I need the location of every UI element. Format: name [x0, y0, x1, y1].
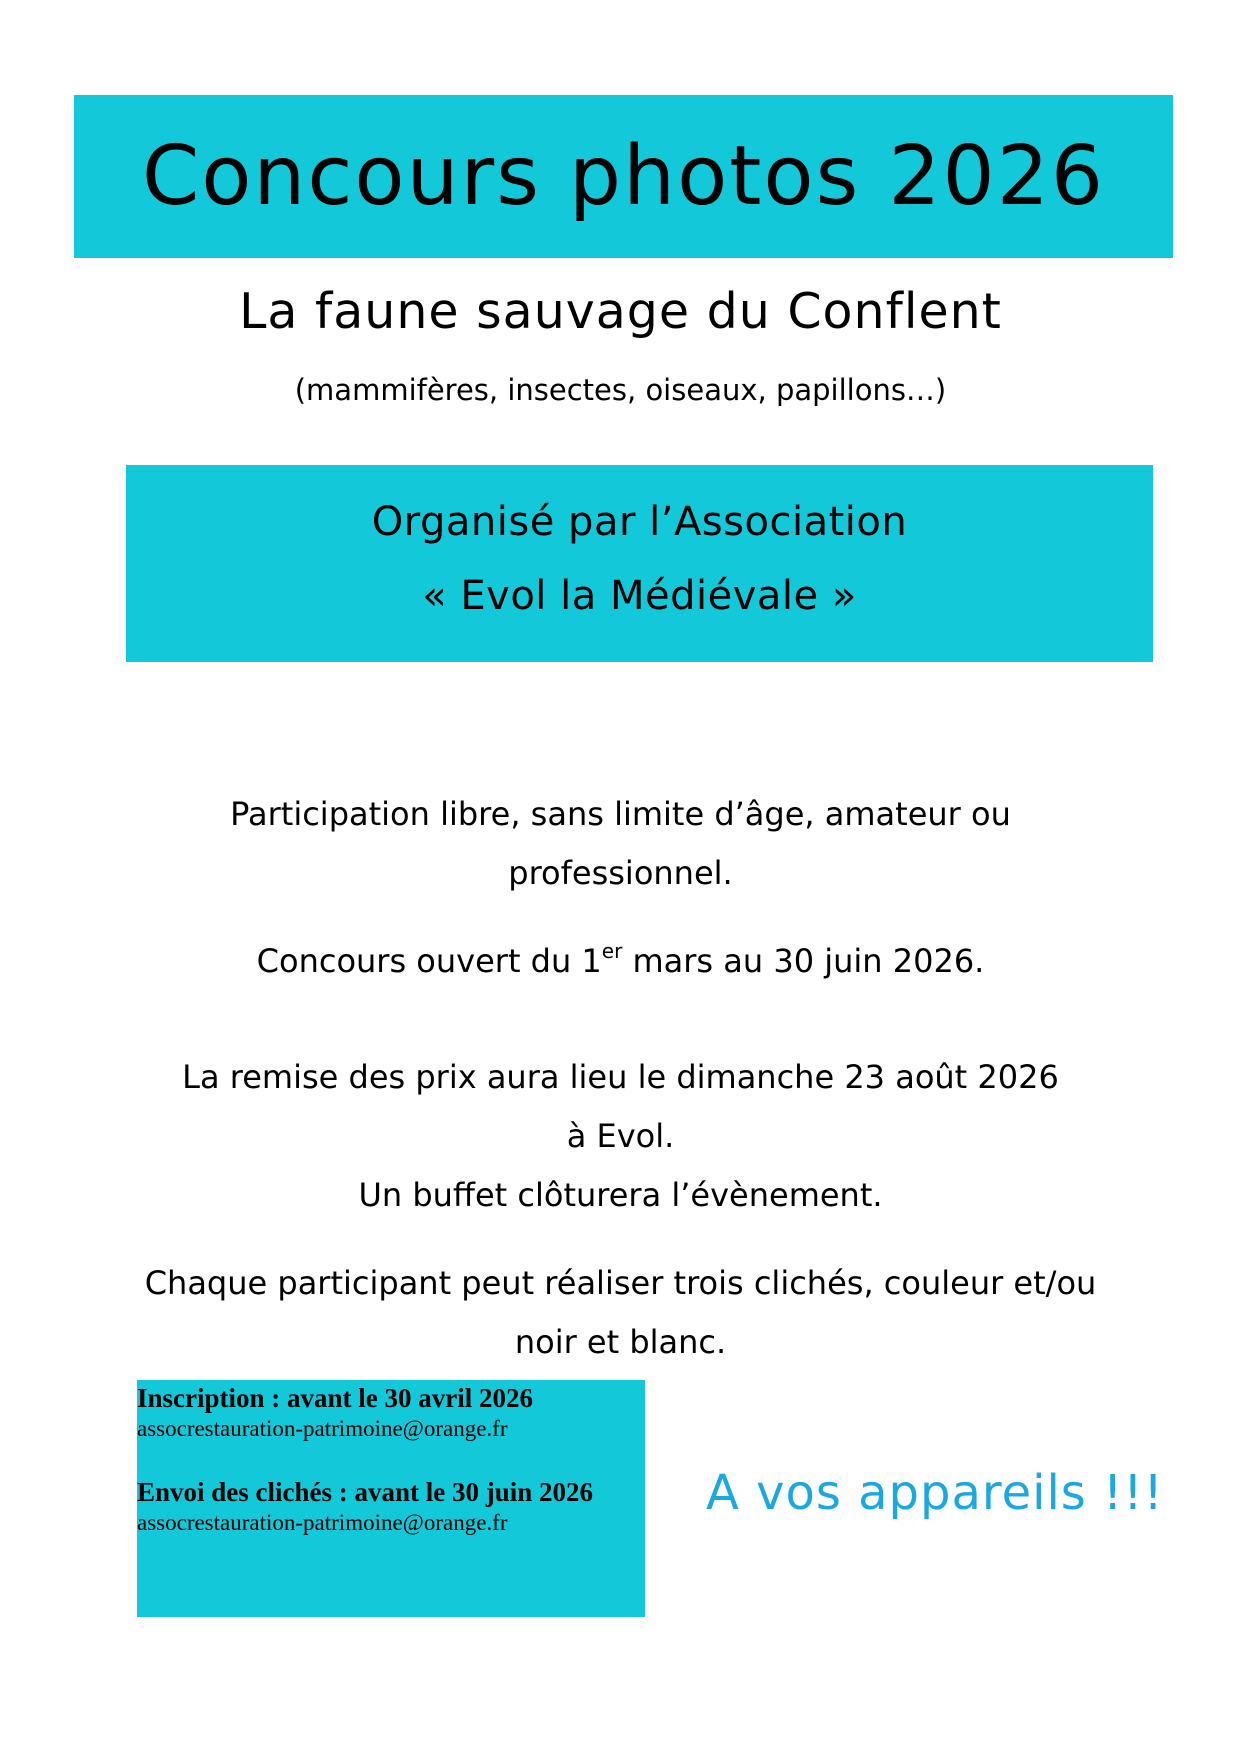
contact-spacer: [137, 1442, 645, 1474]
buffet-line: Un buffet clôturera l’évènement.: [358, 1176, 883, 1214]
participation-line-1: Participation libre, sans limite d’âge, amateur ou: [230, 795, 1011, 833]
photos-line-1: Chaque participant peut réaliser trois clichés, couleur et/ou: [144, 1264, 1097, 1302]
photos-paragraph: [0, 1254, 1241, 1372]
participation-paragraph: [0, 785, 1241, 903]
subtitle-note: (mammifères, insectes, oiseaux, papillons…): [294, 373, 947, 407]
registration-email[interactable]: assocrestauration-patrimoine@orange.fr: [137, 1416, 508, 1441]
registration-heading: Inscription : avant le 30 avril 2026: [137, 1383, 533, 1413]
title-banner: [74, 95, 1173, 258]
contest-dates-suffix: mars au 30 juin 2026.: [622, 942, 985, 980]
photos-line-2: noir et blanc.: [514, 1323, 727, 1361]
participation-line-2: professionnel.: [508, 854, 733, 892]
ceremony-line-1: La remise des prix aura lieu le dimanche 23 août 2026: [182, 1058, 1059, 1096]
contact-box: [137, 1380, 645, 1617]
organizer-name: « Evol la Médiévale »: [422, 573, 857, 619]
organizer-banner: [126, 465, 1153, 662]
contest-dates: [0, 932, 1241, 991]
organizer-line: Organisé par l’Association: [371, 499, 908, 545]
ceremony-paragraph: [0, 1048, 1241, 1225]
ceremony-line-2: à Evol.: [566, 1117, 675, 1155]
submission-email[interactable]: assocrestauration-patrimoine@orange.fr: [137, 1510, 508, 1535]
subtitle: La faune sauvage du Conflent: [239, 283, 1002, 340]
page-title: Concours photos 2026: [141, 128, 1106, 224]
callout-text: A vos appareils !!!: [706, 1465, 1164, 1521]
contest-dates-ordinal: er: [601, 939, 623, 963]
submission-heading: Envoi des clichés : avant le 30 juin 2026: [137, 1477, 594, 1507]
contest-dates-paragraph: [0, 932, 1241, 991]
contest-dates-prefix: Concours ouvert du 1: [256, 942, 602, 980]
